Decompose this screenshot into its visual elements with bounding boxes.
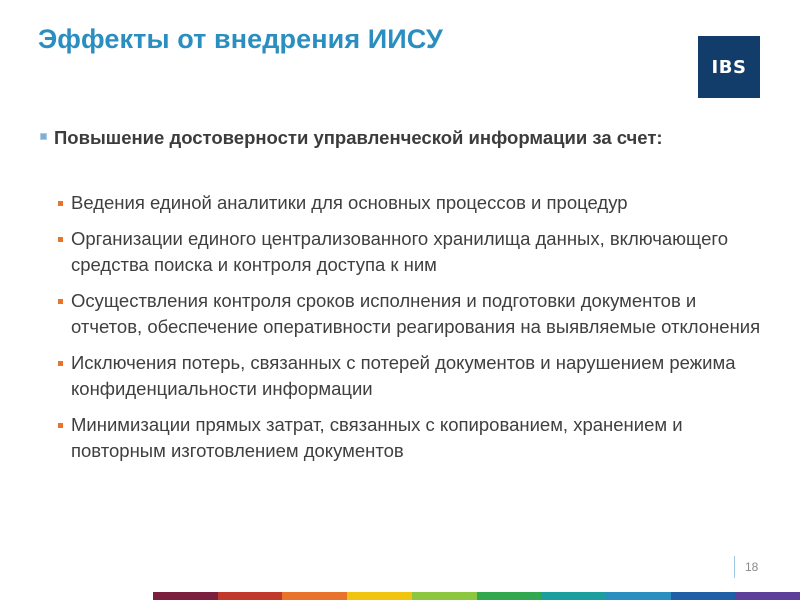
orange-bullet-icon (58, 423, 63, 428)
color-bar-segment (671, 592, 736, 600)
list-item-text: Минимизации прямых затрат, связанных с копированием, хранением и повторным изготовлением документов (71, 413, 683, 461)
color-bar-segment (541, 592, 606, 600)
orange-bullet-icon (58, 237, 63, 242)
color-bar-segment (282, 592, 347, 600)
footer-divider (734, 556, 735, 578)
list-item-text: Исключения потерь, связанных с потерей документов и нарушением режима конфиденциальности информации (71, 351, 736, 399)
sub-point-list (58, 190, 768, 474)
page-number: 18 (745, 560, 759, 574)
list-item (58, 288, 768, 341)
list-item (58, 412, 768, 465)
color-bar-segment (477, 592, 542, 600)
list-item-text: Организации единого централизованного хранилища данных, включающего средства поиска и контроля доступа к ним (71, 227, 728, 275)
list-item-text: Ведения единой аналитики для основных процессов и процедур (71, 192, 628, 213)
color-bar-segment (153, 592, 218, 600)
list-item (58, 226, 768, 279)
logo-text: IBS (711, 56, 747, 78)
orange-bullet-icon (58, 201, 63, 206)
color-bar-segment (347, 592, 412, 600)
slide-title: Эффекты от внедрения ИИСУ (38, 24, 443, 54)
brand-color-bar (153, 592, 800, 600)
main-point-text: Повышение достоверности управленческой информации за счет: (54, 127, 663, 148)
color-bar-segment (218, 592, 283, 600)
color-bar-segment (412, 592, 477, 600)
list-item-text: Осуществления контроля сроков исполнения и подготовки документов и отчетов, обеспечение оперативности реагирования на выявляемые отклонения (71, 289, 761, 337)
orange-bullet-icon (58, 299, 63, 304)
color-bar-segment (735, 592, 800, 600)
list-item (58, 350, 768, 403)
ibs-logo (698, 36, 760, 98)
square-bullet-icon (40, 133, 47, 140)
color-bar-segment (606, 592, 671, 600)
list-item (58, 190, 768, 217)
orange-bullet-icon (58, 361, 63, 366)
main-point (36, 125, 756, 151)
